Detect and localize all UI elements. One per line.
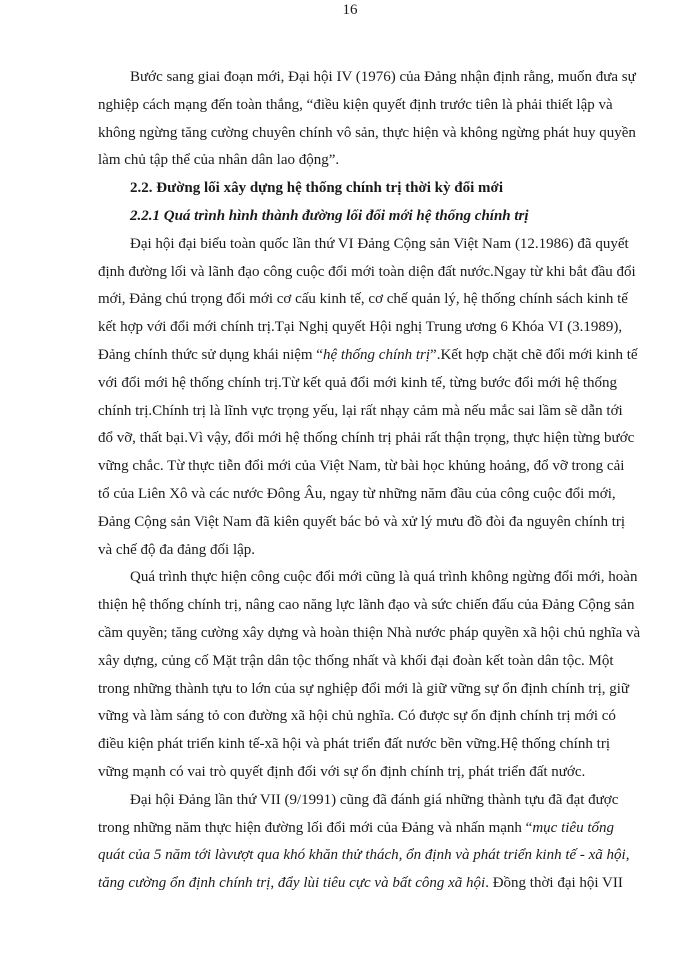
text-line	[98, 231, 629, 259]
text-span: vững chắc. Từ thực tiễn đổi mới của Việt Nam, từ bài học khủng hoảng, đổ vỡ trong cải	[98, 458, 625, 475]
text-span: 2.2.1 Quá trình hình thành đường lối đổi mới hệ thống chính trị	[130, 207, 529, 224]
text-line	[98, 620, 641, 648]
text-line	[98, 703, 616, 731]
text-span: thiện hệ thống chính trị, nâng cao năng lực lãnh đạo và sức chiến đấu của Đảng Cộng sản	[98, 597, 635, 614]
text-span: trong những năm thực hiện đường lối đổi mới của Đảng và nhấn mạnh “	[98, 819, 533, 836]
text-span: cầm quyền; tăng cường xây dựng và hoàn thiện Nhà nước pháp quyền xã hội chủ nghĩa và	[98, 624, 641, 641]
text-span: xây dựng, củng cố Mặt trận dân tộc thống nhất và khối đại đoàn kết toàn dân tộc. Một	[98, 652, 614, 669]
page-number: 16	[342, 2, 358, 18]
text-line	[98, 425, 635, 453]
text-line	[98, 120, 636, 148]
text-span: điều kiện phát triển kinh tế-xã hội và phát triển đất nước bền vững.Hệ thống chính trị	[98, 736, 610, 753]
text-span: Đảng chính thức sử dụng khái niệm “	[98, 346, 323, 363]
text-span: tổ của Liên Xô và các nước Đông Âu, ngay từ những năm đầu của công cuộc đổi mới,	[98, 485, 616, 502]
text-line	[98, 564, 638, 592]
text-line	[98, 64, 636, 92]
text-span: Quá trình thực hiện công cuộc đổi mới cũng là quá trình không ngừng đổi mới, hoàn	[130, 569, 638, 586]
text-line	[98, 676, 630, 704]
text-line	[98, 370, 617, 398]
text-span: và chế độ đa đảng đối lập.	[98, 541, 256, 558]
text-span: Đại hội đại biểu toàn quốc lần thứ VI Đảng Cộng sản Việt Nam (12.1986) đã quyết	[130, 235, 629, 252]
text-span: không ngừng tăng cường chuyên chính vô sản, thực hiện và không ngừng phát huy quyền	[98, 124, 636, 141]
text-line	[98, 648, 614, 676]
text-line	[98, 259, 636, 287]
text-span: kết hợp với đổi mới chính trị.Tại Nghị quyết Hội nghị Trung ương 6 Khóa VI (3.1989),	[98, 319, 623, 336]
text-line	[98, 342, 638, 370]
text-span: 2.2. Đường lối xây dựng hệ thống chính trị thời kỳ đổi mới	[130, 180, 503, 197]
section-heading	[98, 175, 610, 203]
text-line	[98, 147, 610, 175]
text-line	[98, 286, 628, 314]
text-span: Đại hội Đảng lần thứ VII (9/1991) cũng đã đánh giá những thành tựu đã đạt được	[130, 791, 619, 808]
text-line	[98, 92, 613, 120]
text-line	[98, 314, 623, 342]
italic-text: hệ thống chính trị	[322, 346, 431, 363]
text-span: vững và làm sáng tỏ con đường xã hội chủ nghĩa. Có được sự ổn định chính trị mới có	[98, 708, 616, 725]
text-line	[98, 731, 610, 759]
text-line	[98, 398, 623, 426]
text-span: trong những thành tựu to lớn của sự nghiệp đổi mới là giữ vững sự ổn định chính trị, giữ	[98, 680, 630, 697]
text-span: vững mạnh có vai trò quyết định đối với sự ổn định chính trị, phát triển đất nước.	[98, 763, 586, 780]
text-span: với đổi mới hệ thống chính trị.Từ kết quả đổi mới kinh tế, từng bước đổi mới hệ thống	[98, 374, 617, 391]
text-span: Đảng Cộng sản Việt Nam đã kiên quyết bác bỏ và xử lý mưu đồ đòi đa nguyên chính trị	[98, 513, 626, 530]
text-line	[98, 481, 616, 509]
text-line	[98, 842, 630, 870]
text-line	[98, 787, 619, 815]
text-span: Bước sang giai đoạn mới, Đại hội IV (1976) của Đảng nhận định rằng, muốn đưa sự	[130, 69, 636, 85]
text-span: ”.Kết hợp chặt chẽ đổi mới kinh tế	[430, 346, 638, 363]
document-body	[98, 64, 641, 898]
text-span: mới, Đảng chú trọng đổi mới cơ cấu kinh tế, cơ chế quản lý, hệ thống chính sách kinh tế	[98, 291, 628, 308]
italic-text: quát của 5 năm tới làvượt qua khó khăn thử thách, ổn định và phát triển kinh tế - xã hội,	[98, 847, 630, 864]
italic-text: tăng cường ổn định chính trị, đẩy lùi tiêu cực và bất công xã hội	[98, 875, 486, 892]
text-span: chính trị.Chính trị là lĩnh vực trọng yếu, lại rất nhạy cảm mà nếu mắc sai lầm sẽ dẫn tới	[98, 402, 623, 419]
text-line	[98, 870, 623, 898]
text-line	[98, 453, 625, 481]
text-span: làm chủ tập thể của nhân dân lao động”.	[98, 152, 340, 169]
text-line	[98, 537, 610, 565]
text-line	[98, 592, 635, 620]
text-line	[98, 759, 610, 787]
text-span: định đường lối và lãnh đạo công cuộc đổi mới toàn diện đất nước.Ngay từ khi bắt đầu đổi	[98, 263, 636, 280]
italic-text: mục tiêu tổng	[532, 819, 614, 836]
text-span: nghiệp cách mạng đến toàn thắng, “điều kiện quyết định trước tiên là phải thiết lập và	[98, 96, 613, 113]
text-line	[98, 815, 614, 843]
text-line	[98, 509, 626, 537]
subsection-heading	[98, 203, 610, 231]
text-span: đổ vỡ, thất bại.Vì vậy, đổi mới hệ thống chính trị phải rất thận trọng, thực hiện từng bước	[98, 430, 635, 447]
text-span: . Đồng thời đại hội VII	[485, 875, 623, 892]
